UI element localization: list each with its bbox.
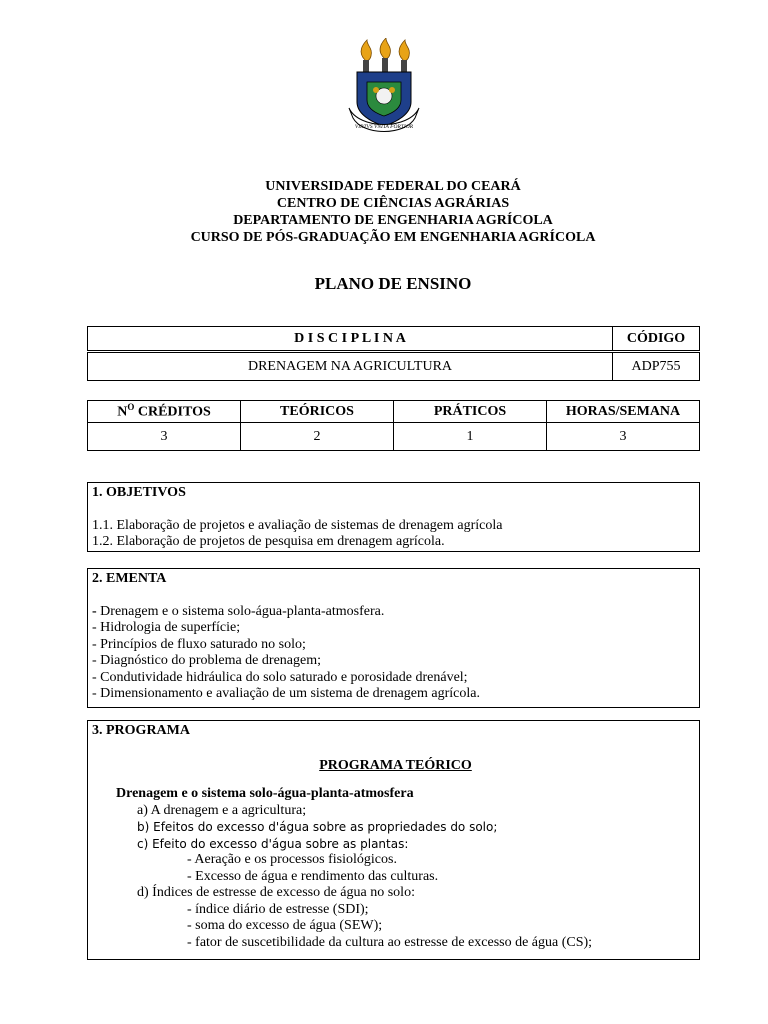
- university-crest-logo: [345, 38, 423, 142]
- header-line: CURSO DE PÓS-GRADUAÇÃO EM ENGENHARIA AGRÍCOLA: [190, 230, 596, 245]
- list-item: c) Efeito do excesso d'água sobre as plantas:: [137, 836, 409, 851]
- section-title: 1. OBJETIVOS: [92, 485, 186, 500]
- list-subitem: - Excesso de água e rendimento das culturas.: [187, 868, 439, 884]
- discipline-value-table: [87, 352, 700, 381]
- header-line: UNIVERSIDADE FEDERAL DO CEARÁ: [265, 179, 521, 194]
- list-item: - Condutividade hidráulica do solo saturado e porosidade drenável;: [92, 669, 468, 685]
- topic-title: Drenagem e o sistema solo-água-planta-atmosfera: [116, 786, 414, 801]
- discipline-header-table: [87, 326, 700, 351]
- list-item: - Diagnóstico do problema de drenagem;: [92, 653, 321, 668]
- hours-header: HORAS/SEMANA: [547, 401, 700, 423]
- code-header: CÓDIGO: [613, 327, 700, 351]
- practical-header: PRÁTICOS: [394, 401, 547, 423]
- list-subitem: - fator de suscetibilidade da cultura ao estresse de excesso de água (CS);: [187, 934, 593, 950]
- section-title: 3. PROGRAMA: [92, 723, 190, 738]
- list-item: - Drenagem e o sistema solo-água-planta-atmosfera.: [92, 603, 385, 619]
- page-title: PLANO DE ENSINO: [314, 274, 472, 293]
- credits-table: [87, 400, 700, 451]
- theoretical-value: 2: [241, 423, 394, 451]
- section-title: 2. EMENTA: [92, 571, 167, 586]
- list-item: 1.2. Elaboração de projetos de pesquisa em drenagem agrícola.: [92, 534, 445, 549]
- list-item: - Princípios de fluxo saturado no solo;: [92, 636, 306, 652]
- list-item: - Hidrologia de superfície;: [92, 620, 241, 635]
- list-item: d) Índices de estresse de excesso de água no solo:: [137, 885, 415, 900]
- list-item: - Dimensionamento e avaliação de um sistema de drenagem agrícola.: [92, 686, 480, 701]
- header-line: DEPARTAMENTO DE ENGENHARIA AGRÍCOLA: [233, 213, 553, 228]
- hours-value: 3: [547, 423, 700, 451]
- theoretical-header: TEÓRICOS: [241, 401, 394, 423]
- credits-header: $N^O$ CRÉDITOS: [88, 401, 241, 423]
- discipline-header: D I S C I P L I N A: [88, 327, 613, 351]
- list-item: a) A drenagem e a agricultura;: [137, 802, 307, 818]
- discipline-name: DRENAGEM NA AGRICULTURA: [88, 353, 613, 381]
- credits-value: 3: [88, 423, 241, 451]
- practical-value: 1: [394, 423, 547, 451]
- list-item: 1.1. Elaboração de projetos e avaliação de sistemas de drenagem agrícola: [92, 517, 503, 533]
- subsection-title: PROGRAMA TEÓRICO: [319, 757, 472, 773]
- syllabus-section: [87, 568, 700, 708]
- institution-header: [0, 178, 768, 246]
- list-subitem: - Aeração e os processos fisiológicos.: [187, 852, 397, 867]
- objectives-section: [87, 482, 700, 552]
- program-section: [87, 720, 700, 960]
- list-subitem: - índice diário de estresse (SDI);: [187, 901, 369, 917]
- list-subitem: - soma do excesso de água (SEW);: [187, 918, 383, 933]
- svg-text:VIRTVS VNITA FORTIOR: VIRTVS VNITA FORTIOR: [354, 124, 414, 130]
- discipline-code: ADP755: [613, 353, 700, 381]
- header-line: CENTRO DE CIÊNCIAS AGRÁRIAS: [276, 196, 510, 211]
- list-item: b) Efeitos do excesso d'água sobre as propriedades do solo;: [137, 820, 498, 834]
- flame-icon: [361, 38, 409, 61]
